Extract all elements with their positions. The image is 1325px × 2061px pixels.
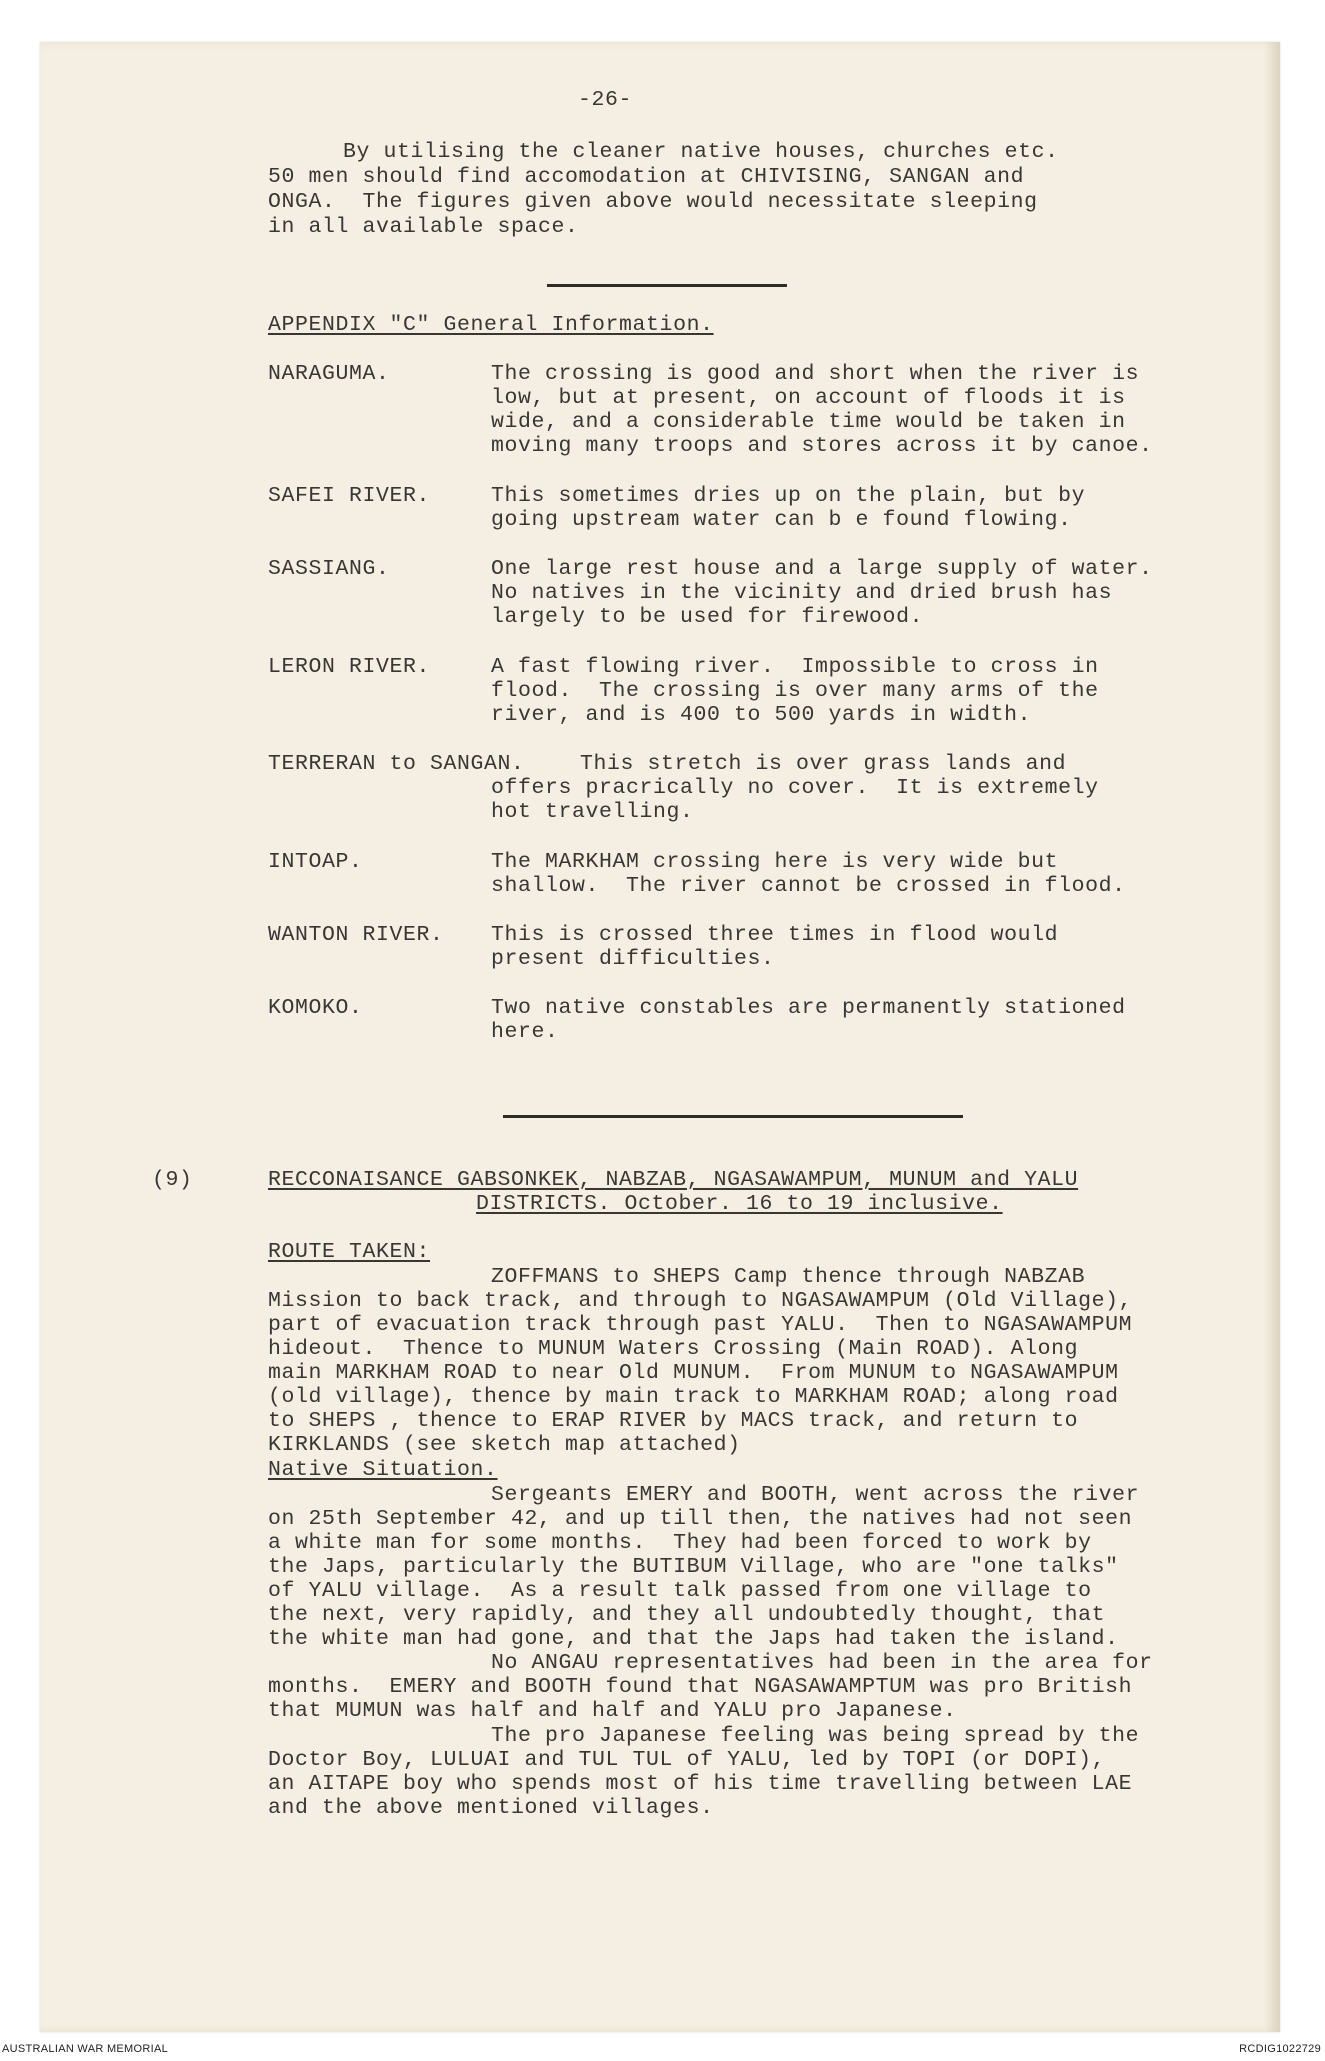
footer-id: RCDIG1022729 xyxy=(1239,2043,1321,2055)
intro-line: By utilising the cleaner native houses, churches etc. xyxy=(343,140,1059,164)
native-heading: Native Situation. xyxy=(268,1458,498,1482)
native-line: the white man had gone, and that the Japs had taken the island. xyxy=(268,1627,1119,1651)
entry-place: KOMOKO. xyxy=(268,996,363,1020)
entry-line: One large rest house and a large supply of water. xyxy=(491,557,1153,581)
entry-line: here. xyxy=(491,1020,559,1044)
entry-place: TERRERAN to SANGAN. xyxy=(268,752,525,776)
native-line: the next, very rapidly, and they all undoubtedly thought, that xyxy=(268,1603,1106,1627)
native-line: a white man for some months. They had been forced to work by xyxy=(268,1531,1092,1555)
entry-line: largely to be used for firewood. xyxy=(491,605,924,629)
native-line: months. EMERY and BOOTH found that NGASAWAMPTUM was pro British xyxy=(268,1675,1133,1699)
native-line: and the above mentioned villages. xyxy=(268,1796,714,1820)
section-title-line: RECCONAISANCE GABSONKEK, NABZAB, NGASAWAMPUM, MUNUM and YALU xyxy=(268,1168,1079,1192)
native-line: The pro Japanese feeling was being spread by the xyxy=(491,1724,1140,1748)
footer-source: AUSTRALIAN WAR MEMORIAL xyxy=(2,2043,169,2055)
entry-line: river, and is 400 to 500 yards in width. xyxy=(491,703,1032,727)
route-line: part of evacuation track through past YALU. Then to NGASAWAMPUM xyxy=(268,1313,1133,1337)
entry-line: low, but at present, on account of floods it is xyxy=(491,386,1126,410)
divider xyxy=(547,284,787,287)
entry-place: NARAGUMA. xyxy=(268,362,390,386)
entry-line: Two native constables are permanently stationed xyxy=(491,996,1126,1020)
entry-line: going upstream water can b e found flowing. xyxy=(491,508,1072,532)
native-line: Doctor Boy, LULUAI and TUL TUL of YALU, led by TOPI (or DOPI), xyxy=(268,1748,1106,1772)
entry-line: moving many troops and stores across it by canoe. xyxy=(491,434,1153,458)
entry-line: wide, and a considerable time would be taken in xyxy=(491,410,1126,434)
native-line: the Japs, particularly the BUTIBUM Village, who are "one talks" xyxy=(268,1555,1119,1579)
route-heading: ROUTE TAKEN: xyxy=(268,1240,431,1264)
entry-line: hot travelling. xyxy=(491,800,694,824)
native-line: of YALU village. As a result talk passed from one village to xyxy=(268,1579,1092,1603)
entry-place: SAFEI RIVER. xyxy=(268,484,431,508)
route-line: hideout. Thence to MUNUM Waters Crossing (Main ROAD). Along xyxy=(268,1337,1079,1361)
entry-place: SASSIANG. xyxy=(268,557,390,581)
native-line: an AITAPE boy who spends most of his time travelling between LAE xyxy=(268,1772,1133,1796)
native-line: that MUMUN was half and half and YALU pro Japanese. xyxy=(268,1699,957,1723)
paper-edge-shadow xyxy=(1264,42,1280,2032)
entry-line: The MARKHAM crossing here is very wide but xyxy=(491,850,1059,874)
intro-line: ONGA. The figures given above would necessitate sleeping xyxy=(268,190,1038,214)
divider xyxy=(503,1115,963,1118)
entry-line: This is crossed three times in flood would xyxy=(491,923,1059,947)
route-line: ZOFFMANS to SHEPS Camp thence through NABZAB xyxy=(491,1265,1086,1289)
entry-line: present difficulties. xyxy=(491,947,775,971)
native-line: Sergeants EMERY and BOOTH, went across the river xyxy=(491,1483,1140,1507)
route-line: KIRKLANDS (see sketch map attached) xyxy=(268,1433,741,1457)
route-line: to SHEPS , thence to ERAP RIVER by MACS track, and return to xyxy=(268,1409,1079,1433)
entry-place: LERON RIVER. xyxy=(268,655,431,679)
intro-line: 50 men should find accomodation at CHIVISING, SANGAN and xyxy=(268,165,1025,189)
entry-place: WANTON RIVER. xyxy=(268,923,444,947)
entry-line: This stretch is over grass lands and xyxy=(580,752,1067,776)
appendix-heading: APPENDIX "C" General Information. xyxy=(268,313,714,337)
section-title-line: DISTRICTS. October. 16 to 19 inclusive. xyxy=(476,1192,1003,1216)
entry-line: flood. The crossing is over many arms of the xyxy=(491,679,1099,703)
entry-line: shallow. The river cannot be crossed in flood. xyxy=(491,874,1126,898)
route-line: Mission to back track, and through to NGASAWAMPUM (Old Village), xyxy=(268,1289,1133,1313)
entry-line: The crossing is good and short when the river is xyxy=(491,362,1140,386)
native-line: No ANGAU representatives had been in the area for xyxy=(491,1651,1153,1675)
page-number: -26- xyxy=(578,88,633,112)
intro-line: in all available space. xyxy=(268,215,579,239)
section-number: (9) xyxy=(152,1168,193,1192)
route-line: (old village), thence by main track to MARKHAM ROAD; along road xyxy=(268,1385,1119,1409)
native-line: on 25th September 42, and up till then, the natives had not seen xyxy=(268,1507,1133,1531)
entry-line: No natives in the vicinity and dried brush has xyxy=(491,581,1113,605)
entry-line: This sometimes dries up on the plain, but by xyxy=(491,484,1086,508)
entry-place: INTOAP. xyxy=(268,850,363,874)
entry-line: A fast flowing river. Impossible to cross in xyxy=(491,655,1099,679)
route-line: main MARKHAM ROAD to near Old MUNUM. From MUNUM to NGASAWAMPUM xyxy=(268,1361,1119,1385)
entry-line: offers pracrically no cover. It is extremely xyxy=(491,776,1099,800)
